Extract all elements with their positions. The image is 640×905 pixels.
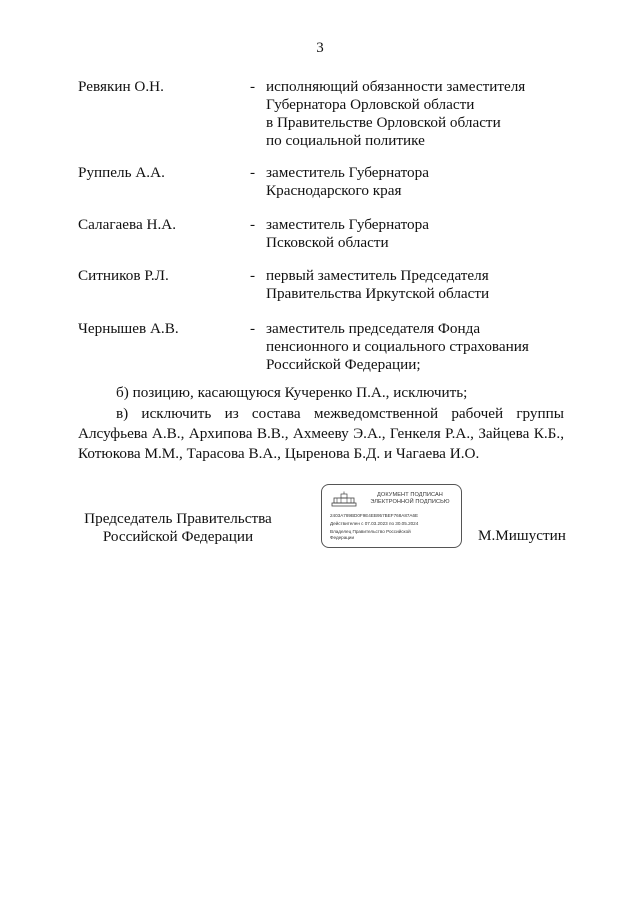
government-emblem-icon (331, 491, 357, 507)
list-item (78, 267, 578, 303)
person-position: заместитель Губернатора Псковской области (266, 216, 429, 251)
person-name: Чернышев А.В. (78, 320, 179, 337)
signatory-title-line: Российской Федерации (102, 528, 254, 545)
signatory-title-line: Председатель Правительства (84, 510, 272, 527)
stamp-serial: 2403A789BD0F9E4EB957BEF768A87A6E (330, 513, 419, 518)
person-position: исполняющий обязанности заместителя Губернатора Орловской области в Правительстве Орловской области по социальной политике (266, 78, 526, 149)
dash: - (250, 78, 256, 95)
stamp-title-line: ЭЛЕКТРОННОЙ ПОДПИСЬЮ (370, 499, 450, 505)
person-name: Салагаева Н.А. (78, 216, 177, 233)
signatory-name: М.Мишустин (478, 527, 566, 544)
person-position: заместитель Губернатора Краснодарского края (266, 164, 429, 199)
stamp-owner: Федерации (330, 535, 355, 540)
paragraph-b: б) позицию, касающуюся Кучеренко П.А., исключить; (116, 384, 468, 401)
person-position: первый заместитель Председателя Правительства Иркутской области (266, 267, 490, 302)
list-item (78, 320, 578, 374)
signatory-title (78, 510, 278, 546)
person-name: Ситников Р.Л. (78, 267, 169, 284)
dash: - (250, 267, 256, 284)
stamp-title (364, 492, 456, 506)
paragraph-v: в) исключить из состава межведомственной рабочей группы Алсуфьева А.В., Архипова В.В., Ахмееву Э.А., Генкеля Р.А., Зайцева К.Б., Котюкова М.М., Тарасова В.А., Цыренова Б.Д. и Чагаева И.О. (78, 405, 564, 462)
person-position: заместитель председателя Фонда пенсионного и социального страхования Российской Федерации; (266, 320, 529, 373)
person-name: Руппель А.А. (78, 164, 165, 181)
stamp-owner: Владелец Правительство Российской (330, 529, 411, 534)
stamp-validity: Действителен с 07.03.2023 по 30.05.2024 (330, 521, 419, 526)
list-item (78, 164, 578, 200)
person-name: Ревякин О.Н. (78, 78, 164, 95)
electronic-signature-stamp (321, 484, 462, 548)
dash: - (250, 320, 256, 337)
list-item (78, 216, 578, 252)
page-number: 3 (316, 40, 324, 56)
dash: - (250, 216, 256, 233)
stamp-title-line: ДОКУМЕНТ ПОДПИСАН (377, 492, 443, 498)
dash: - (250, 164, 256, 181)
list-item (78, 78, 578, 150)
